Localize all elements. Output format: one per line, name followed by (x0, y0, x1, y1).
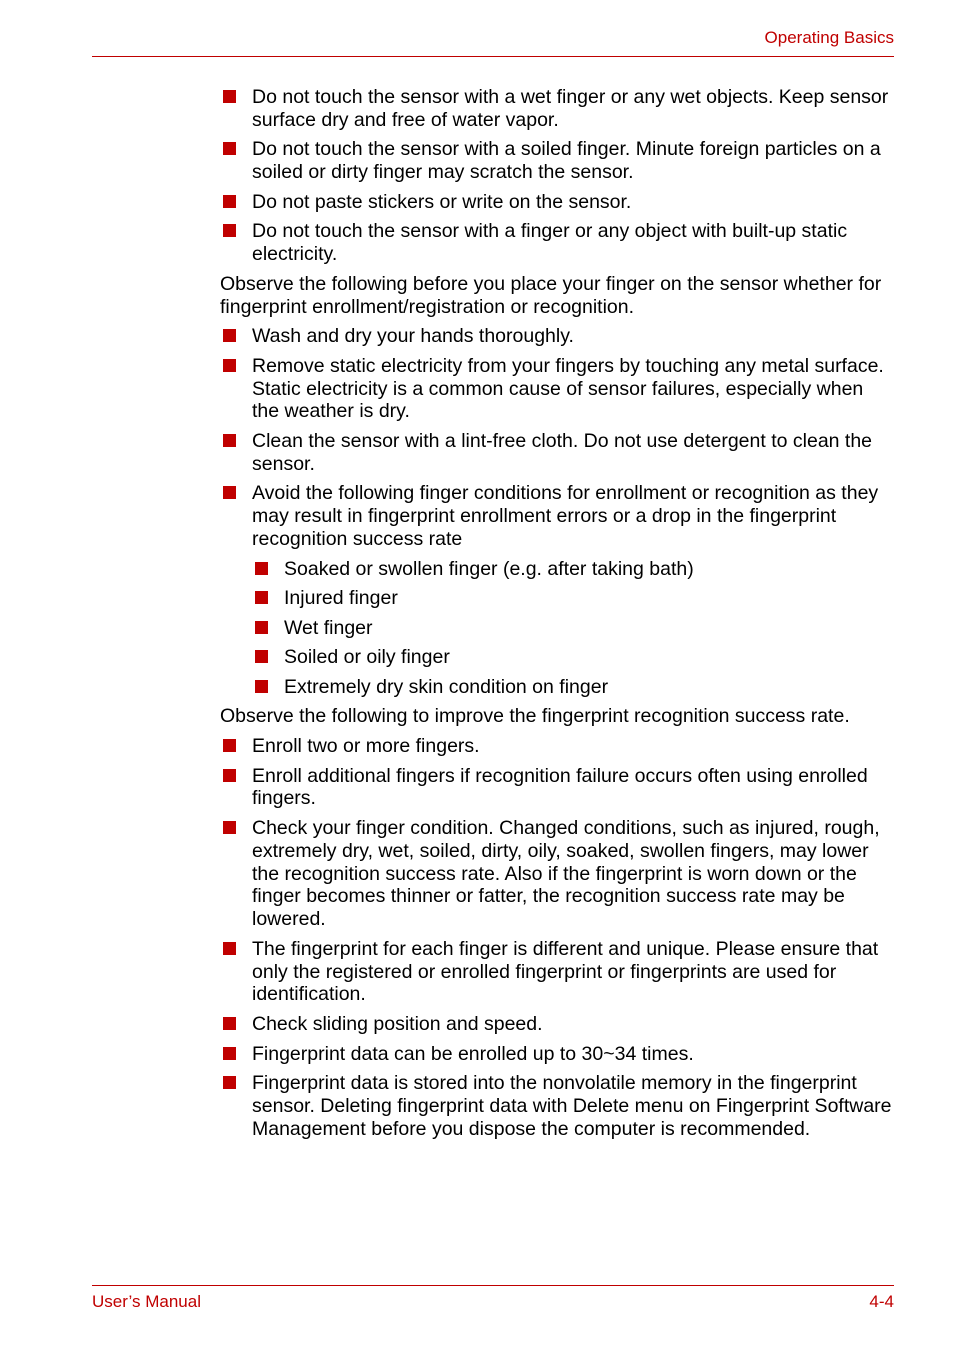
list-item (220, 817, 894, 931)
list-item-text: Wash and dry your hands thoroughly. (252, 325, 574, 348)
bullet-square-icon (255, 621, 268, 634)
bullet-square-icon (223, 195, 236, 208)
bullet-square-icon (223, 1047, 236, 1060)
list-item-text: Avoid the following finger conditions for enrollment or recognition as they may result in fingerprint enrollment errors or a drop in the fingerprint recognition success rate (252, 482, 879, 550)
bullet-square-icon (255, 650, 268, 663)
list-item (220, 938, 894, 1006)
sub-list-item (252, 587, 894, 610)
footer-divider (92, 1285, 894, 1286)
bullet-square-icon (223, 739, 236, 752)
sub-list-item (252, 646, 894, 669)
list-item (220, 355, 894, 423)
bullet-square-icon (223, 769, 236, 782)
list-item-text: Do not paste stickers or write on the sensor. (252, 190, 632, 213)
list-item (220, 1072, 894, 1140)
list-item-text: The fingerprint for each finger is different and unique. Please ensure that only the registered or enrolled fingerprint or fingerprints are used for identification. (252, 937, 879, 1006)
bullet-square-icon (223, 821, 236, 834)
list-item-text: Enroll two or more fingers. (252, 735, 480, 758)
sub-list-item (252, 558, 894, 581)
list-item-text: Check your finger condition. Changed conditions, such as injured, rough, extremely dry, wet, soiled, dirty, oily, soaked, swollen fingers, may lower the recognition success rate. Also if the fingerprint is worn down or the finger becomes thinner or fatter, the recognition success rate may be lowered. (252, 817, 880, 931)
bullet-square-icon (223, 359, 236, 372)
list-item-text: Do not touch the sensor with a finger or any object with built-up static electricity. (252, 220, 848, 266)
list-item (220, 1013, 894, 1036)
bullet-square-icon (223, 434, 236, 447)
list-item (220, 325, 894, 348)
footer-manual-label: User’s Manual (92, 1292, 201, 1311)
body-paragraph: Observe the following to improve the fingerprint recognition success rate. (220, 705, 850, 728)
bullet-square-icon (223, 1017, 236, 1030)
bullet-square-icon (255, 591, 268, 604)
body-paragraph: Observe the following before you place your finger on the sensor whether for fingerprint enrollment/registration or recognition. (220, 272, 882, 318)
list-item-text: Check sliding position and speed. (252, 1013, 543, 1036)
list-item (220, 86, 894, 132)
list-item-text: Enroll additional fingers if recognition failure occurs often using enrolled fingers. (252, 764, 868, 810)
list-item-text: Extremely dry skin condition on finger (284, 675, 609, 698)
bullet-square-icon (223, 224, 236, 237)
list-item-text: Fingerprint data is stored into the nonvolatile memory in the fingerprint sensor. Deleting fingerprint data with Delete menu on Fingerprint Software Management before you dispose the computer is recommended. (252, 1072, 892, 1140)
sub-list-item (252, 617, 894, 640)
list-item (220, 765, 894, 811)
bullet-square-icon (255, 562, 268, 575)
sub-list-item (252, 676, 894, 699)
header-section-title: Operating Basics (764, 28, 894, 47)
list-item (220, 482, 894, 550)
list-item-text: Do not touch the sensor with a wet finger or any wet objects. Keep sensor surface dry and free of water vapor. (252, 86, 889, 131)
bullet-square-icon (223, 486, 236, 499)
list-item (220, 191, 894, 214)
list-item-text: Fingerprint data can be enrolled up to 30~34 times. (252, 1042, 694, 1065)
bullet-square-icon (223, 142, 236, 155)
list-item-text: Soaked or swollen finger (e.g. after taking bath) (284, 557, 694, 580)
page-body (220, 86, 894, 1147)
list-item-text: Wet finger (284, 616, 373, 639)
list-item (220, 220, 894, 266)
list-item (220, 735, 894, 758)
list-item-text: Do not touch the sensor with a soiled finger. Minute foreign particles on a soiled or dirty finger may scratch the sensor. (252, 138, 881, 184)
bullet-square-icon (223, 942, 236, 955)
list-item (220, 1043, 894, 1066)
list-item (220, 138, 894, 184)
list-item-text: Soiled or oily finger (284, 646, 450, 669)
list-item (220, 430, 894, 476)
bullet-square-icon (223, 1076, 236, 1089)
bullet-square-icon (223, 329, 236, 342)
header-divider (92, 56, 894, 57)
list-item-text: Remove static electricity from your fingers by touching any metal surface. Static electricity is a common cause of sensor failures, especially when the weather is dry. (252, 354, 884, 423)
page-number: 4-4 (869, 1292, 894, 1311)
list-item-text: Injured finger (284, 587, 398, 610)
bullet-square-icon (223, 90, 236, 103)
list-item-text: Clean the sensor with a lint-free cloth. Do not use detergent to clean the sensor. (252, 429, 873, 475)
bullet-square-icon (255, 680, 268, 693)
